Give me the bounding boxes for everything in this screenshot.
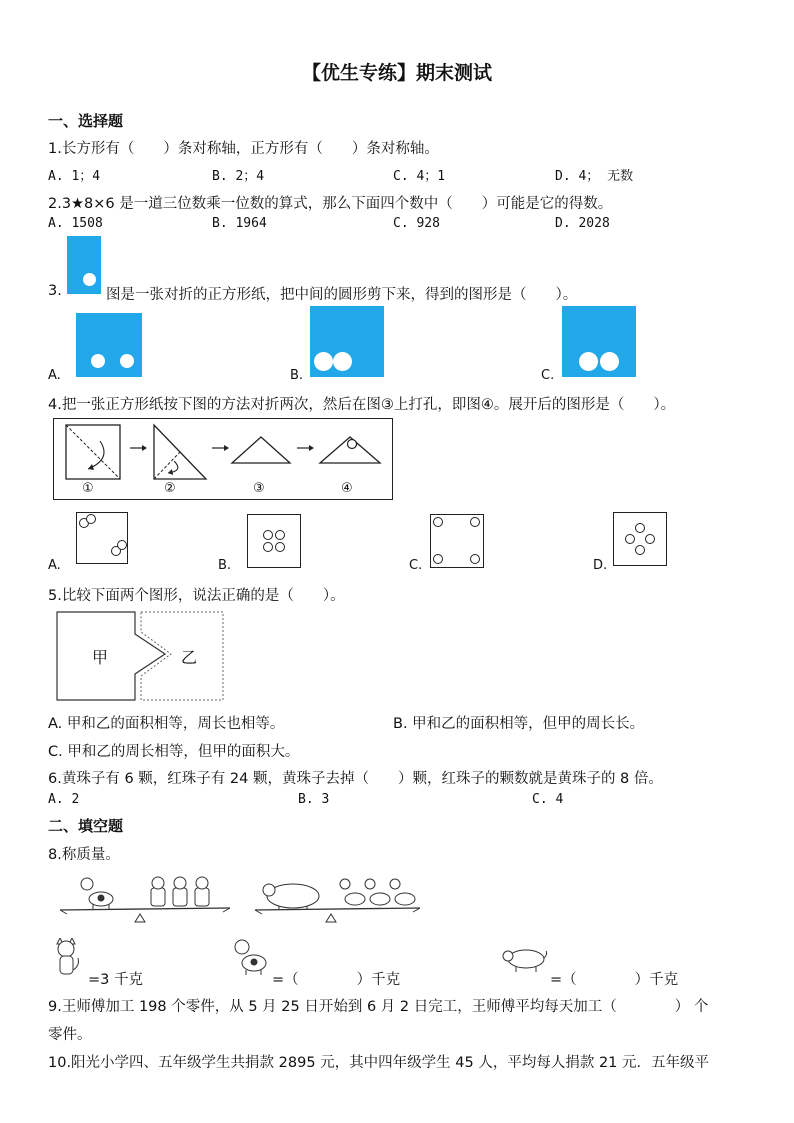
q4-d-hole-top bbox=[635, 523, 645, 533]
q6-option-b[interactable]: B. 3 bbox=[298, 792, 330, 807]
q3-folded-paper bbox=[67, 236, 101, 294]
q3-option-c-figure[interactable] bbox=[562, 306, 636, 377]
q8-balance-figure bbox=[55, 866, 425, 930]
q5-option-c[interactable]: C. 甲和乙的周长相等，但甲的面积大。 bbox=[48, 744, 300, 760]
q8-balance2-dogs bbox=[340, 879, 415, 905]
section-choice-heading: 一、选择题 bbox=[48, 112, 124, 130]
q2-option-b[interactable]: B. 1964 bbox=[212, 216, 267, 231]
section-fill-heading: 二、填空题 bbox=[48, 817, 124, 835]
q4-option-d[interactable]: D. bbox=[593, 558, 608, 573]
q4-arrow-3-head bbox=[309, 445, 314, 451]
q4-option-a-figure[interactable] bbox=[76, 512, 128, 564]
q5-label-jia: 甲 bbox=[92, 648, 109, 667]
q4-c-hole-3 bbox=[433, 554, 443, 564]
q3-a-hole-left bbox=[91, 354, 105, 368]
q2-text: 2.3★8×6 是一道三位数乘一位数的算式，那么下面四个数中（ ）可能是它的得数。 bbox=[48, 196, 613, 212]
q4-option-b[interactable]: B. bbox=[218, 558, 232, 573]
q4-option-d-figure[interactable] bbox=[613, 512, 667, 566]
q4-step3-label: ③ bbox=[253, 481, 265, 496]
q8-balance2-beam bbox=[255, 908, 420, 910]
q3-a-hole-right bbox=[120, 354, 134, 368]
q1-option-b[interactable]: B. 2；4 bbox=[212, 169, 265, 184]
q8-pig-weight[interactable]: =（ ）千克 bbox=[550, 972, 679, 988]
q5-shape-jia-outline bbox=[57, 612, 165, 700]
q4-d-hole-left bbox=[625, 534, 635, 544]
q4-step1-label: ① bbox=[82, 481, 94, 496]
q3-text: 图是一张对折的正方形纸，把中间的圆形剪下来，得到的图形是（ ）。 bbox=[106, 287, 578, 303]
q4-option-a[interactable]: A. bbox=[48, 558, 61, 573]
q1-option-a[interactable]: A. 1；4 bbox=[48, 169, 101, 184]
q3-b-hole-right bbox=[333, 352, 352, 371]
q3-option-a[interactable]: A. bbox=[48, 368, 61, 383]
q3-b-hole-left bbox=[314, 352, 333, 371]
q3-number: 3. bbox=[48, 283, 62, 299]
q4-option-c-figure[interactable] bbox=[430, 514, 484, 568]
q3-c-hole-right bbox=[600, 352, 619, 371]
q8-balance1-beam bbox=[60, 908, 230, 910]
q8-cat-weight: =3 千克 bbox=[88, 972, 143, 988]
q3-folded-hole bbox=[83, 273, 96, 286]
q4-step4-hole bbox=[348, 440, 357, 449]
q6-option-c[interactable]: C. 4 bbox=[532, 792, 564, 807]
q4-b-hole-4 bbox=[275, 542, 285, 552]
q4-d-hole-bottom bbox=[635, 545, 645, 555]
q4-c-hole-4 bbox=[470, 554, 480, 564]
q8-balance1-cats bbox=[151, 877, 209, 906]
q5-label-yi: 乙 bbox=[181, 648, 198, 667]
q4-d-hole-right bbox=[645, 534, 655, 544]
q3-option-b-figure[interactable] bbox=[310, 306, 384, 377]
q4-step2-arrowhead bbox=[168, 469, 173, 475]
q4-text: 4.把一张正方形纸按下图的方法对折两次，然后在图③上打孔，即图④。展开后的图形是（ ）。 bbox=[48, 397, 676, 413]
pig-icon bbox=[500, 946, 548, 974]
q9-text-line1: 9.王师傅加工 198 个零件，从 5 月 25 日开始到 6 月 2 日完工，王师傅平均每天加工（ ） 个 bbox=[48, 999, 709, 1015]
q4-b-hole-2 bbox=[275, 530, 285, 540]
q4-c-hole-2 bbox=[470, 517, 480, 527]
q8-balance1-dog bbox=[81, 878, 113, 909]
q8-text: 8.称质量。 bbox=[48, 847, 120, 863]
q6-text: 6.黄珠子有 6 颗，红珠子有 24 颗，黄珠子去掉（ ）颗，红珠子的颗数就是黄珠子的 8 倍。 bbox=[48, 771, 663, 787]
q1-option-d[interactable]: D. 4； 无数 bbox=[555, 169, 634, 184]
q4-step3-triangle bbox=[232, 437, 290, 463]
q8-balance1-fulcrum bbox=[135, 914, 145, 922]
dog-icon bbox=[230, 938, 270, 976]
q2-option-c[interactable]: C. 928 bbox=[393, 216, 440, 231]
q3-option-b[interactable]: B. bbox=[290, 368, 304, 383]
q2-option-a[interactable]: A. 1508 bbox=[48, 216, 103, 231]
q4-step2-fold-line bbox=[154, 452, 180, 479]
q9-text-line2: 零件。 bbox=[48, 1027, 92, 1043]
q4-option-c[interactable]: C. bbox=[409, 558, 423, 573]
q8-dog-weight[interactable]: =（ ）千克 bbox=[272, 972, 401, 988]
q3-c-hole-left bbox=[579, 352, 598, 371]
q4-option-b-figure[interactable] bbox=[247, 514, 301, 568]
q3-option-c[interactable]: C. bbox=[541, 368, 555, 383]
q4-a-hole-2 bbox=[86, 514, 96, 524]
q4-arrow-1-head bbox=[142, 445, 147, 451]
cat-icon bbox=[52, 938, 82, 978]
q8-balance2-pig bbox=[263, 884, 319, 910]
q4-b-hole-1 bbox=[263, 530, 273, 540]
q4-b-hole-3 bbox=[263, 542, 273, 552]
q4-a-hole-4 bbox=[117, 540, 127, 550]
q4-folding-diagram bbox=[53, 418, 393, 500]
q8-balance2-fulcrum bbox=[326, 914, 336, 922]
q4-step2-label: ② bbox=[164, 481, 176, 496]
q2-option-d[interactable]: D. 2028 bbox=[555, 216, 610, 231]
q3-option-a-figure[interactable] bbox=[76, 313, 142, 377]
q5-option-b[interactable]: B. 甲和乙的面积相等，但甲的周长长。 bbox=[393, 716, 645, 732]
q6-option-a[interactable]: A. 2 bbox=[48, 792, 80, 807]
q5-option-a[interactable]: A. 甲和乙的面积相等，周长也相等。 bbox=[48, 716, 285, 732]
q1-option-c[interactable]: C. 4；1 bbox=[393, 169, 446, 184]
q1-text: 1.长方形有（ ）条对称轴，正方形有（ ）条对称轴。 bbox=[48, 141, 439, 157]
q10-text-line1: 10.阳光小学四、五年级学生共捐款 2895 元，其中四年级学生 45 人，平均每人捐款 21 元．五年级平 bbox=[48, 1055, 710, 1071]
q4-step1-fold-line bbox=[66, 425, 120, 479]
q4-arrow-2-head bbox=[224, 445, 229, 451]
q4-c-hole-1 bbox=[433, 517, 443, 527]
page-title: 【优生专练】期末测试 bbox=[301, 62, 492, 84]
q5-text: 5.比较下面两个图形，说法正确的是（ ）。 bbox=[48, 588, 345, 604]
q5-shapes-figure bbox=[55, 608, 227, 704]
q4-step4-label: ④ bbox=[341, 481, 353, 496]
